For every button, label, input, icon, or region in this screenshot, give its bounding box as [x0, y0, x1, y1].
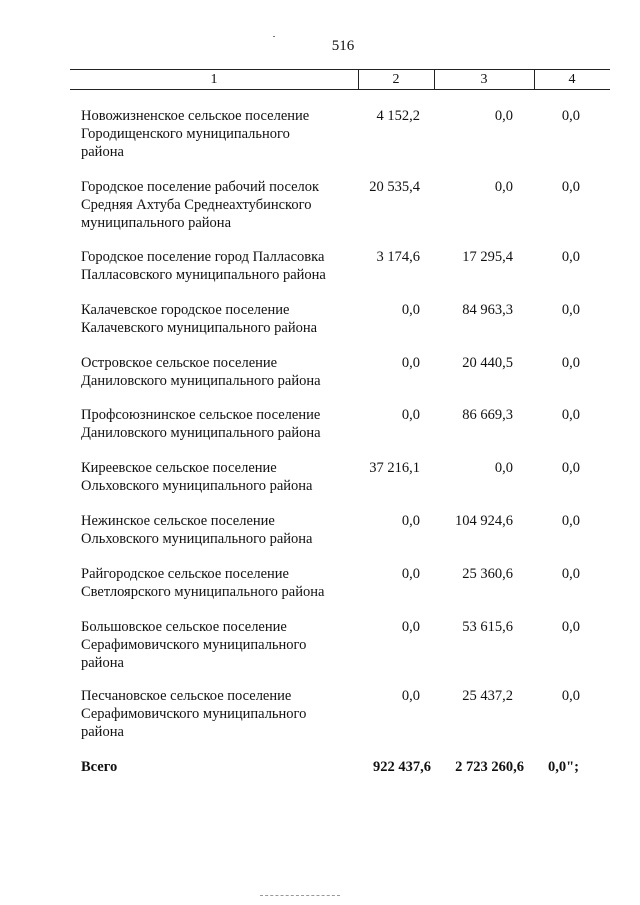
settlement-name: Песчановское сельское поселение Серафимовичского муниципального района	[81, 688, 307, 740]
settlement-name: Калачевское городское поселение Калачевского муниципального района	[81, 302, 318, 336]
total-col-2: 922 437,6	[373, 759, 431, 775]
settlement-name: Райгородское сельское поселение Светлоярского муниципального района	[81, 566, 325, 600]
value-col-2: 20 535,4	[369, 179, 420, 195]
value-col-4: 0,0	[561, 688, 580, 704]
value-col-4: 0,0	[561, 460, 580, 476]
total-col-4: 0,0";	[548, 759, 580, 775]
value-col-2: 37 216,1	[369, 460, 420, 476]
value-col-3: 53 615,6	[462, 619, 513, 635]
value-col-2: 0,0	[401, 619, 420, 635]
total-label: Всего	[81, 759, 118, 775]
value-col-3: 86 669,3	[462, 407, 513, 423]
value-col-2: 0,0	[401, 513, 420, 529]
value-col-3: 0,0	[494, 179, 513, 195]
value-col-2: 4 152,2	[376, 108, 420, 124]
value-col-3: 17 295,4	[462, 249, 513, 265]
value-col-4: 0,0	[561, 619, 580, 635]
value-col-2: 3 174,6	[376, 249, 420, 265]
page-number: 516	[331, 38, 355, 54]
value-col-2: 0,0	[401, 355, 420, 371]
value-col-4: 0,0	[561, 407, 580, 423]
value-col-2: 0,0	[401, 688, 420, 704]
value-col-3: 0,0	[494, 460, 513, 476]
value-col-3: 104 924,6	[455, 513, 513, 529]
value-col-2: 0,0	[401, 407, 420, 423]
column-header-2: 2	[392, 72, 400, 87]
value-col-4: 0,0	[561, 513, 580, 529]
value-col-4: 0,0	[561, 566, 580, 582]
settlement-name: Городское поселение город Палласовка Палласовского муниципального района	[81, 249, 326, 283]
settlement-name: Киреевское сельское поселение Ольховского муниципального района	[81, 460, 313, 494]
value-col-4: 0,0	[561, 179, 580, 195]
value-col-2: 0,0	[401, 566, 420, 582]
column-header-1: 1	[210, 72, 218, 87]
value-col-3: 0,0	[494, 108, 513, 124]
value-col-3: 20 440,5	[462, 355, 513, 371]
settlement-name: Островское сельское поселение Даниловского муниципального района	[81, 355, 321, 389]
value-col-4: 0,0	[561, 108, 580, 124]
value-col-3: 25 437,2	[462, 688, 513, 704]
settlement-name: Профсоюзнинское сельское поселение Даниловского муниципального района	[81, 407, 321, 441]
settlement-name: Нежинское сельское поселение Ольховского муниципального района	[81, 513, 313, 547]
value-col-3: 25 360,6	[462, 566, 513, 582]
settlement-name: Новожизненское сельское поселение Городищенского муниципального района	[81, 108, 310, 160]
column-header-4: 4	[568, 72, 576, 87]
value-col-3: 84 963,3	[462, 302, 513, 318]
value-col-4: 0,0	[561, 249, 580, 265]
settlement-name: Большовское сельское поселение Серафимовичского муниципального района	[81, 619, 307, 671]
scan-artifact-bottom	[260, 895, 340, 897]
value-col-4: 0,0	[561, 302, 580, 318]
total-col-3: 2 723 260,6	[455, 759, 524, 775]
value-col-2: 0,0	[401, 302, 420, 318]
column-header-3: 3	[480, 72, 488, 87]
settlement-name: Городское поселение рабочий поселок Средняя Ахтуба Среднеахтубинского муниципального района	[81, 179, 320, 231]
value-col-4: 0,0	[561, 355, 580, 371]
